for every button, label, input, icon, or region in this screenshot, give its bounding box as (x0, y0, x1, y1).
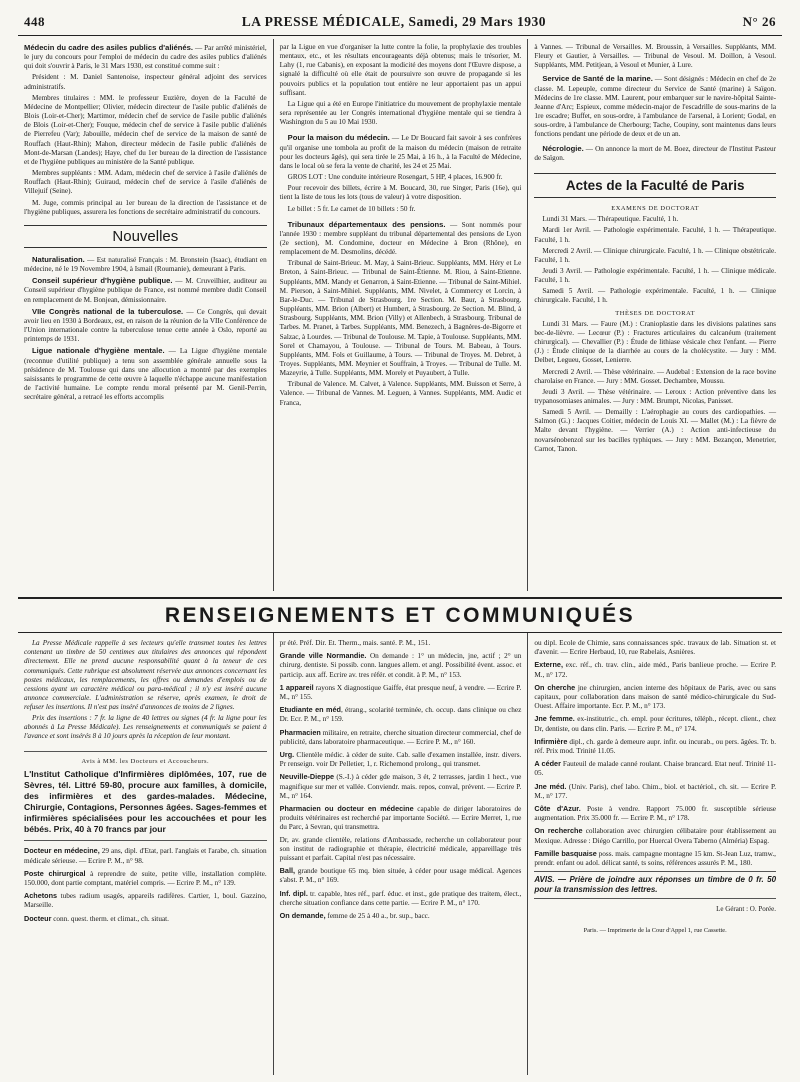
actes-heading: Actes de la Faculté de Paris (534, 173, 776, 198)
newspaper-page (18, 14, 782, 1074)
section-heading: Médecin du cadre des asiles publics d'aliénés. (24, 43, 193, 52)
running-header (18, 14, 782, 36)
ad-text: dipl., ch. garde à demeure aupr. infir. ou incurab., ou pers. âgées. Tr. b. réf. Prix mod. Trinité 11.05. (534, 737, 777, 756)
classified-column-1 (18, 633, 273, 1075)
printer-line: Paris. — Imprimerie de la Cour d'Appel 1, rue Cassette. (583, 927, 727, 935)
ad-text: à reprendre de suite, petite ville, installation complète. 150.000, dont partie comptant, matériel compris. — Ecrire P. M., n° 139. (24, 869, 267, 888)
ad-text: Dr, av. grande clientèle, relations d'Ambassade, recherche un collaborateur pour son institut de radiographie et thérapie, électricité médicale, appareillage très puissant et parfait. Capital n'est pas nécessaire. (279, 835, 522, 863)
exam-entry: Mardi 1er Avril. — Pathologie expérimentale. Faculté, 1 h. — Thérapeutique. Faculté, 1 h. (534, 226, 777, 244)
ad-text: collaboration avec chirurgien célibataire pour établissement au Mexique. Adresse : Diégo Carrillo, por Huercal Overa Taberno (Alméria) Espag. (534, 827, 777, 845)
exam-entry: Mercredi 2 Avril. — Clinique chirurgicale. Faculté, 1 h. — Clinique obstétricale. Faculté, 1 h. (534, 246, 777, 264)
paragraph: Pour recevoir des billets, écrire à M. Boucard, 30, rue Singer, Paris (16e), qui tient la liste de tous les lots (tous de valeur) à votre disposition. (279, 184, 522, 202)
ad-text: (S.-I.) à céder gde maison, 3 ét, 2 terrasses, jardin 1 hect., vue magnifique sur mer et vallée. Conviendr. mais. repos, conval, prévent. — Ecrire P. M., n° 164. (279, 773, 522, 800)
ad-text: Fauteuil de malade canné roulant. Chaise brancard. Etat neuf. Trinité 11-05. (534, 760, 777, 778)
renseignements-heading: RENSEIGNEMENTS ET COMMUNIQUÉS (18, 599, 782, 633)
ad-text: tr. capable, htes réf., parf. éduc. et inst., gde pratique des traitem, élect., cherche situation confiance dans cette partie. — Ecrire P. M., n° 170. (279, 889, 522, 907)
notice-prices: Prix des insertions : 7 fr. la ligne de 40 lettres ou signes (4 fr. la ligne pour les abonnés à La Presse Médicale). Les renseignements et communiqués se paient à l'avance et sont insérés 8 à 10 jours après la réception de leur montant. (24, 713, 267, 741)
exam-entry: Jeudi 3 Avril. — Pathologie expérimentale. Faculté, 1 h. — Clinique médicale. Faculté, 1 h. (534, 266, 777, 285)
item-heading: Tribunaux départementaux des pensions. (287, 219, 446, 229)
paragraph: Tribunal de Valence. M. Calvet, à Valence. Suppléants, MM. Buisson et Serre, à Valence. — Tribunal de Vannes. M. Leguen, à Vannes. Suppléants, MM. Audic et Franca, (279, 380, 522, 407)
ad-text: , étrang., scolarité terminée, ch. occup. dans clinique ou chez Dr. Ecr. P. M., n° 159. (279, 706, 522, 724)
ad-text: exc. réf., ch. trav. clin., aide méd., Paris banlieue proche. — Ecrire P. M., n° 172. (534, 661, 777, 679)
column-1 (18, 39, 273, 591)
paragraph: La Ligue qui a été en Europe l'initiatrice du mouvement de prophylaxie mentale sera représentée au 1er Congrès international d'hygiène mentale qui se tiendra à Washington du 5 au 10 Mai 1930. (279, 99, 522, 127)
ad-text: capable de diriger laboratoires de produits vétérinaires est recherché par importante Société. — Ecrire Merret, 1, rue du Parc, à Sevran, qui transmettra. (279, 805, 522, 832)
ad-text: Clientèle médic. à céder de suite. Cab. salle d'examen installée, instr. divers. Pr renseign. voir Dr Pelletier, 1, r. Richemond prolong., qui transmet. (279, 751, 522, 769)
ad-heading: Jne méd. (534, 781, 567, 791)
column-3 (527, 39, 782, 591)
item-text: — Le Dr Boucard fait savoir à ses confrères qu'il organise une tombola au profit de la maison du médecin (maison de retraite pour les docteurs âgés), qui sera tirée le 25 Mai, à 16 h., à la Faculté de Médecine, dans le local où se fera la vente de charité, les 24 et 25 Mai. (279, 134, 522, 170)
item-text: — M. Cruveilhier, auditeur au Conseil supérieur d'hygiène publique de France, est nommé membre dudit Conseil en remplacement de M. Bonjean, démissionnaire. (24, 277, 267, 304)
ad-heading: Achetons (24, 891, 58, 901)
paragraph: à Vannes. — Tribunal de Versailles. M. Broussin, à Versailles. Suppléants, MM. Fleury et Gautier, à Versailles. — Tribunal de Vesoul. M. Doillon, à Vesoul. Suppléants, MM. Petitjean, à Vesoul et Munier, à Lure. (534, 43, 777, 70)
ad-text: ou dipl. Ecole de Chimie, sans connaissances spéc. travaux de lab. Situation st. et d'avenir. — Ecrire Herbaud, 10, rue Rabelais, Asnières. (534, 639, 777, 657)
news-columns (18, 39, 782, 591)
gerant-line: Le Gérant : O. Porée. (716, 905, 777, 914)
ad-text: Poste à vendre. Rapport 75.000 fr. susceptible sérieuse augmentation. Prix 35.000 fr. — Ecrire P. M., n° 178. (534, 805, 777, 823)
ad-text: militaire, en retraite, cherche situation directeur commercial, chef de publicité, dans laboratoire pharmaceutique. — Ecrire P. M., n° 160. (279, 728, 522, 746)
subheading-examens: EXAMENS DE DOCTORAT (611, 205, 700, 213)
item-heading: Service de Santé de la marine. (542, 74, 653, 84)
column-2 (273, 39, 528, 591)
divider (24, 751, 267, 752)
ad-heading: Jne femme. (534, 714, 575, 724)
ad-heading: Famille basquaise (534, 848, 597, 858)
ad-heading: 1 appareil (279, 682, 314, 692)
ad-text: poss. mais. campagne montagne 15 km. St-Jean Luz, tramw., prendr. enfant ou adol. délicat santé, ts soins, références assurés P. M., 180. (534, 849, 776, 868)
paragraph: M. Juge, commis principal au 1er bureau de la direction de l'assistance et de l'hygiène publiques, assurera les fonctions de secrétaire administratif du concours. (24, 198, 267, 216)
paragraph: Membres titulaires : MM. le professeur Euzière, doyen de la Faculté de Médecine de Montpellier; Olivier, médecin directeur de l'asile public d'aliénés de Blois (Loir-et-Cher); Martimor, médecin chef de service de l'asile public d'aliénés de Blois (Loir-et-Cher); Fouque, médecin chef de service à l'asile public d'aliénés de Pierrefeu (Var); Jabouille, médecin chef de service de la maison de santé de Rouffach (Haut-Rhin); Mahon, directeur médecin de l'asile public d'aliénés de Mont-de-Marsan (Landes); Haye, chef du 1er bureau de la direction de l'assistance et de l'hygiène publiques au ministère de la Santé publique. (24, 93, 267, 166)
ad-text: grande boutique 65 mq. bien située, à céder pour usage médical. Agences s'abst. P. M., n° 169. (279, 867, 522, 885)
item-text: — Sont nommés pour l'année 1930 : membre suppléant du tribunal départemental des pensions de Lyon (2e section), M. Condomine, docteur en Médecine à Bron (Rhône), en remplacement de M. Desmolins, décédé. (279, 220, 522, 257)
avis-heading: Avis à MM. les Docteurs et Accoucheurs. (81, 758, 210, 766)
ad-heading: Etudiante en méd (279, 705, 341, 715)
ad-text: tubes radium usagés, appareils radifères. Cartier, 1, boul. Gazzino, Marseille. (24, 892, 267, 910)
classifieds (18, 633, 782, 1075)
ad-text: On demande : 1° un médecin, jne, actif ; 2° un chirurg. dentiste. Si possib. conn. langues allem. et angl. Possibilité évent. assoc. et particip. aux aff. Ecrire av. tres référ. et condit. à P. M., n° 153. (279, 652, 522, 679)
paragraph: Président : M. Daniel Santenoise, inspecteur général adjoint des services administratifs. (24, 73, 267, 91)
issue-number: N° 26 (742, 14, 776, 29)
ad-heading: Ball, (279, 866, 295, 876)
ad-heading: Inf. dipl. (279, 888, 308, 898)
thesis-entry: Samedi 5 Avril. — Demailly : L'aérophagie au cours des cardiopathies. — Salmon (G.) : Jacques Coitier, médecin de Louis XI. — Mallet (M.) : La fièvre de Malte devant l'hygiène. — Verrier (A.) : Action anti-infectieuse du novarsénobenzol sur les bacilles typhiques. — Jury : MM. Bezançon, Menetrier, Carnot, Tanon. (534, 408, 777, 453)
item-text: — La Ligue d'hygiène mentale (reconnue d'utilité publique) a tenu son assemblée générale annuelle sous la présidence de M. Toulouse qui dans une allocution a montré par des exemples saisissants le programme de cette œuvre à laquelle n'échappe aucune manifestation de l'activité humaine. Le compte rendu moral présenté par M. Genil-Perrin, secrétaire général, a retracé les efforts accomplis (24, 347, 267, 402)
ad-heading: Infirmière (534, 736, 568, 746)
paragraph: Le billet : 5 fr. Le carnet de 10 billets : 50 fr. (287, 204, 416, 213)
classified-column-2 (273, 633, 528, 1075)
item-text: — Sont désignés : Médecin en chef de 2e classe. M. Lepeuple, comme directeur du Service de Santé (marine) à Saïgon. Médecins de 1re classe. MM. Laurent, pour embarquer sur le navire-hôpital Sainte-Jeanne d'Arc; Espieux, comme médecin-major de l'escadrille de sous-marins de la 1re escadre; Buffet, en sous-ordre, à l'ambulance de l'arsenal, à Lorient; Godal, en sous-ordre, à l'ambulance de Cherbourg; Tache, Coupiny, sont maintenus dans leurs fonctions pendant une période de deux et de un an. (534, 75, 777, 139)
exam-entry: Lundi 31 Mars. — Thérapeutique. Faculté, 1 h. (542, 215, 679, 224)
ad-text: rayons X diagnostique Gaiffe, état presque neuf, à vendre. — Ecrire P. M., n° 155. (279, 683, 522, 702)
notice-box (24, 639, 267, 746)
ad-heading: Côte d'Azur. (534, 804, 581, 814)
item-heading: Ligue nationale d'hygiène mentale. (32, 346, 165, 356)
ad-heading: On cherche (534, 682, 576, 692)
paragraph: GROS LOT : Une conduite intérieure Rosengart, 5 HP, 4 places, 16.900 fr. (287, 173, 503, 182)
item-text: — On annonce la mort de M. Boez, directeur de l'Institut Pasteur de Saïgon. (534, 144, 777, 162)
subheading-theses: THÈSES DE DOCTORAT (615, 309, 696, 317)
ad-text: jne chirurgien, ancien interne des hôpitaux de Paris, avec ou sans capitaux, pour collaboration dans maison de santé médico-chirurgicale du Sud-Ouest. Affaire importante. Ecr. P. M., n° 173. (534, 683, 777, 711)
notice-text: La Presse Médicale rappelle à ses lecteurs qu'elle transmet toutes les lettres contenant un timbre de 50 centimes aux titulaires des annonces qui répondent directement. Elle ne prend aucune responsabilité quant à la teneur de ces communiqués. Cette rubrique est absolument réservée aux annonces concernant les postes médicaux, les remplacements, les offres ou demandes d'emplois ou de cessions ayant un caractère médical ou para-médical ; il n'y est inséré aucune annonce commerciale. L'administration se réserve, après examen, le droit de refuser les insertions. Il n'est pas inséré d'annonces de moins de 2 lignes. (24, 639, 267, 712)
ad-heading: A céder (534, 759, 561, 769)
page-number: 448 (24, 14, 45, 29)
paragraph: par la Ligue en vue d'organiser la lutte contre la folie, la prophylaxie des troubles mentaux, etc., et les résultats encourageants déjà obtenus; mais le trésorier, M. Lahy (1, rue Cabanis), en exposant la modicité des moyens dont l'Œuvre dispose, a signalé la difficulté où elle était de poursuivre son œuvre de propagande si les pouvoirs publics et la population tout entière ne leur apportaient pas un appui suffisant. (279, 43, 522, 97)
ad-heading: On demande, (279, 911, 326, 921)
ad-text: ex-institutric., ch. empl. pour écritures, téléph., récept. client., chez Dr, dentiste, ou dans clin. Paris. — Ecrire P. M., n° 174. (534, 715, 777, 733)
item-heading: Conseil supérieur d'hygiène publique. (32, 276, 173, 286)
item-heading: Nécrologie. (542, 143, 584, 153)
nouvelles-heading: Nouvelles (24, 225, 267, 248)
exam-entry: Samedi 5 Avril. — Pathologie expérimentale. Faculté, 1 h. — Clinique chirurgicale. Faculté, 1 h. (534, 287, 777, 305)
ad-heading: Urg. (279, 750, 295, 760)
ad-heading: Neuville-Dieppe (279, 772, 335, 782)
ad-heading: Externe, (534, 660, 563, 670)
ad-heading: Grande ville Normandie. (279, 651, 367, 661)
ad-text: 107, rue de Sèvres, tél. Littré 59-80, procure aux familles, à domicile, des infirmières et des gardes-malades. Médecine, Chirurgie, Contagions, Personnes âgées. Sages-femmes et infirmières spécialisées pour les accouchées et pour les bébés. Prix, 40 à 70 francs par jour (24, 769, 267, 835)
ad-heading: Pharmacien (279, 727, 321, 737)
paragraph: Membres suppléants : MM. Adam, médecin chef de service à l'asile d'aliénés de Rouffach (Haut-Rhin); Guiraud, médecin chef de service à l'asile d'aliénés de Villejuif (Seine). (24, 169, 267, 196)
ad-text: conn. quest. therm. et climat., ch. situat. (53, 914, 169, 923)
paragraph: Tribunal de Saint-Brieuc. M. May, à Saint-Brieuc. Suppléants, MM. Héry et Le Breton, à Saint-Brieuc. — Tribunal de Saint-Étienne. M. Riou, à Saint-Etienne. Suppléants, MM. Mandy et Genarron, à Saint-Etienne. — Tribunal de Saint-Mihiel. M. Pierson, à Saint-Mihiel. Suppléants, MM. Nivelet, à Commercy et Lorcin, à Bar-le-Duc. — Tribunal de Strasbourg. 1re Section. M. Baur, à Strasbourg. Suppléants, MM. Brion (Albert) et Humbert, à Strasbourg. 2e Section. M. Blind, à Strasbourg. Suppléants, MM. Brion (Villy) et Allenbech, à Strasbourg. Tribunal de Tarbes. M. Pranet, à Tarbes. Suppléants, MM. Benezech, à Bagnères-de-Bigorre et Salzac, à Lourdes. — Tribunal de Toulouse. M. Tapie, à Toulouse. Suppléants, MM. Sorel et Chamayou, à Toulouse. — Tribunal de Tours. M. Babeau, à Tours. Suppléants, MM. Fols et Guillaume, à Tours. — Tribunal de Troyes. M. Debret, à Troyes. Suppléants, MM. Meynier et Souffrain, à Troyes. — Tribunal de Tulle. M. Mazeyrie, à Tulle. Suppléants, MM. Morely et Puyaubert, à Tulle. (279, 259, 522, 378)
paragraph: — Par arrêté ministériel, le jury du concours pour l'emploi de médecin du cadre des asiles publics d'aliénés qui doit s'ouvrir à Paris, le 31 Mars 1930, est constitué comme suit : (24, 44, 267, 71)
item-heading: Pour la maison du médecin. (287, 133, 390, 143)
ad-text: (Univ. Paris), chef labo. Chim., biol. et bactériol., ch. sit. — Ecrire P. M., n° 177. (534, 782, 777, 800)
ad-heading: Poste chirurgical (24, 868, 86, 878)
divider (24, 840, 267, 841)
ad-heading: L'Institut Catholique d'Infirmières diplômées, (24, 769, 214, 780)
ad-text: pr été. Préf. Dir. Et. Therm., mais. santé. P. M., 151. (279, 639, 431, 647)
ad-text: femme de 25 à 40 a., br. sup., bacc. (327, 912, 430, 921)
item-heading: Naturalisation. (32, 254, 85, 264)
thesis-entry: Jeudi 3 Avril. — Thèse vétérinaire. — Leroux : Action préventive dans les trypanosomiases animales. — Jury : MM. Brumpt, Nicolas, Panisset. (534, 387, 777, 405)
thesis-entry: Lundi 31 Mars. — Faure (M.) : Cranioplastie dans les divisions palatines sans bec-de-lièvre. — Lecœur (P.) : Fractures articulaires du calcanéum (traitement chirurgical). — Chevallier (P.) : Étude de lithiase vésicale chez l'enfant. — Pierre (J.) : Étude clinique de la diarrhée au cours de la cholécystite. — Jury : MM. Delbet, Legueu, Gosset, Lenierre. (534, 319, 777, 365)
item-text: — Ce Congrès, qui devait avoir lieu en 1930 à Bordeaux, est, en raison de la réunion de la VIIe Conférence de l'Union internationale contre la tuberculose tenue cette année à Oslo, reporté au printemps de 1931. (24, 307, 267, 344)
ad-heading: On recherche (534, 826, 583, 836)
journal-title: LA PRESSE MÉDICALE, Samedi, 29 Mars 1930 (241, 14, 546, 29)
thesis-entry: Mercredi 2 Avril. — Thèse vétérinaire. — Audebal : Extension de la race bovine charolaise en France. — Jury : MM. Gosset. Dechambre, Moussu. (534, 367, 777, 385)
ad-text: 29 ans, dipl. d'Etat, parl. l'anglais et l'arabe, ch. situation médicale sérieuse. — Ecrire P. M., n° 98. (24, 847, 267, 865)
avis-notice: AVIS. — Prière de joindre aux réponses un timbre de 0 fr. 50 pour la transmission des lettres. (534, 871, 776, 899)
item-text: — Est naturalisé Français : M. Bronstein (Isaac), étudiant en médecine, né le 19 Novembre 1904, à Ismail (Roumanie), demeurant à Paris. (24, 255, 267, 274)
ad-heading: Docteur en médecine, (24, 846, 100, 856)
ad-heading: Pharmacien ou docteur en médecine (279, 804, 414, 814)
classified-column-3 (527, 633, 782, 1075)
item-heading: VIIe Congrès national de la tuberculose. (32, 306, 184, 316)
ad-heading: Docteur (24, 913, 52, 923)
